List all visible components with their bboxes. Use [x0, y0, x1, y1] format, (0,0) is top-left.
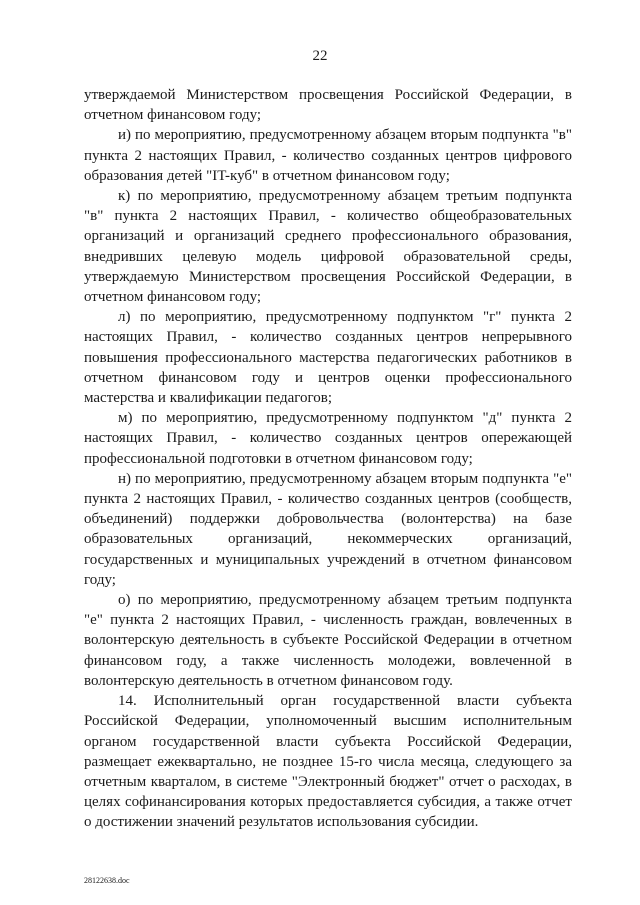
paragraph-item-l: л) по мероприятию, предусмотренному подпунктом "г" пункта 2 настоящих Правил, - количество созданных центров непрерывного повышения профессионального мастерства педагогических работников в отчетном финансовом году и центров оценки профессионального мастерства и квалификации педагогов; — [84, 309, 572, 407]
paragraph-item-n: н) по мероприятию, предусмотренному абзацем вторым подпункта "е" пункта 2 настоящих Правил, - количество созданных центров (сообществ, объединений) поддержки добровольчества (волонтерства) на базе образовательных организаций, некоммерческих организаций, государственных и муниципальных учреждений в отчетном финансовом году; — [84, 470, 572, 588]
paragraph-item-k: к) по мероприятию, предусмотренному абзацем третьим подпункта "в" пункта 2 настоящих Правил, - количество общеобразовательных организаций и организаций среднего профессионального образования, внедривших целевую модель цифровой образовательной среды, утверждаемую Министерством просвещения Российской Федерации, в отчетном финансовом году; — [84, 188, 572, 306]
footer-filename: 28122638.doc — [84, 876, 130, 885]
paragraph-continuation: утверждаемой Министерством просвещения Российской Федерации, в отчетном финансовом году; — [84, 87, 572, 124]
document-body — [84, 85, 572, 833]
paragraph-item-o: о) по мероприятию, предусмотренному абзацем третьим подпункта "е" пункта 2 настоящих Правил, - численность граждан, вовлеченных в волонтерскую деятельность в субъекте Российской Федерации в отчетном финансовом году, а также численность молодежи, вовлеченной в волонтерскую деятельность в отчетном финансовом году. — [84, 592, 572, 689]
paragraph-item-m: м) по мероприятию, предусмотренному подпунктом "д" пункта 2 настоящих Правил, - количество созданных центров опережающей профессиональной подготовки в отчетном финансовом году; — [84, 410, 572, 467]
paragraph-item-i: и) по мероприятию, предусмотренному абзацем вторым подпункта "в" пункта 2 настоящих Правил, - количество созданных центров цифрового образования детей "IT-куб" в отчетном финансовом году; — [84, 127, 572, 184]
page-number: 22 — [312, 48, 328, 64]
paragraph-section-14: 14. Исполнительный орган государственной власти субъекта Российской Федерации, уполномоченный высшим исполнительным органом государственной власти субъекта Российской Федерации, размещает ежеквартально, не позднее 15-го числа месяца, следующего за отчетным кварталом, в системе "Электронный бюджет" отчет о расходах, в целях софинансирования которых предоставляется субсидия, а также отчет о достижении значений результатов использования субсидии. — [84, 693, 572, 831]
